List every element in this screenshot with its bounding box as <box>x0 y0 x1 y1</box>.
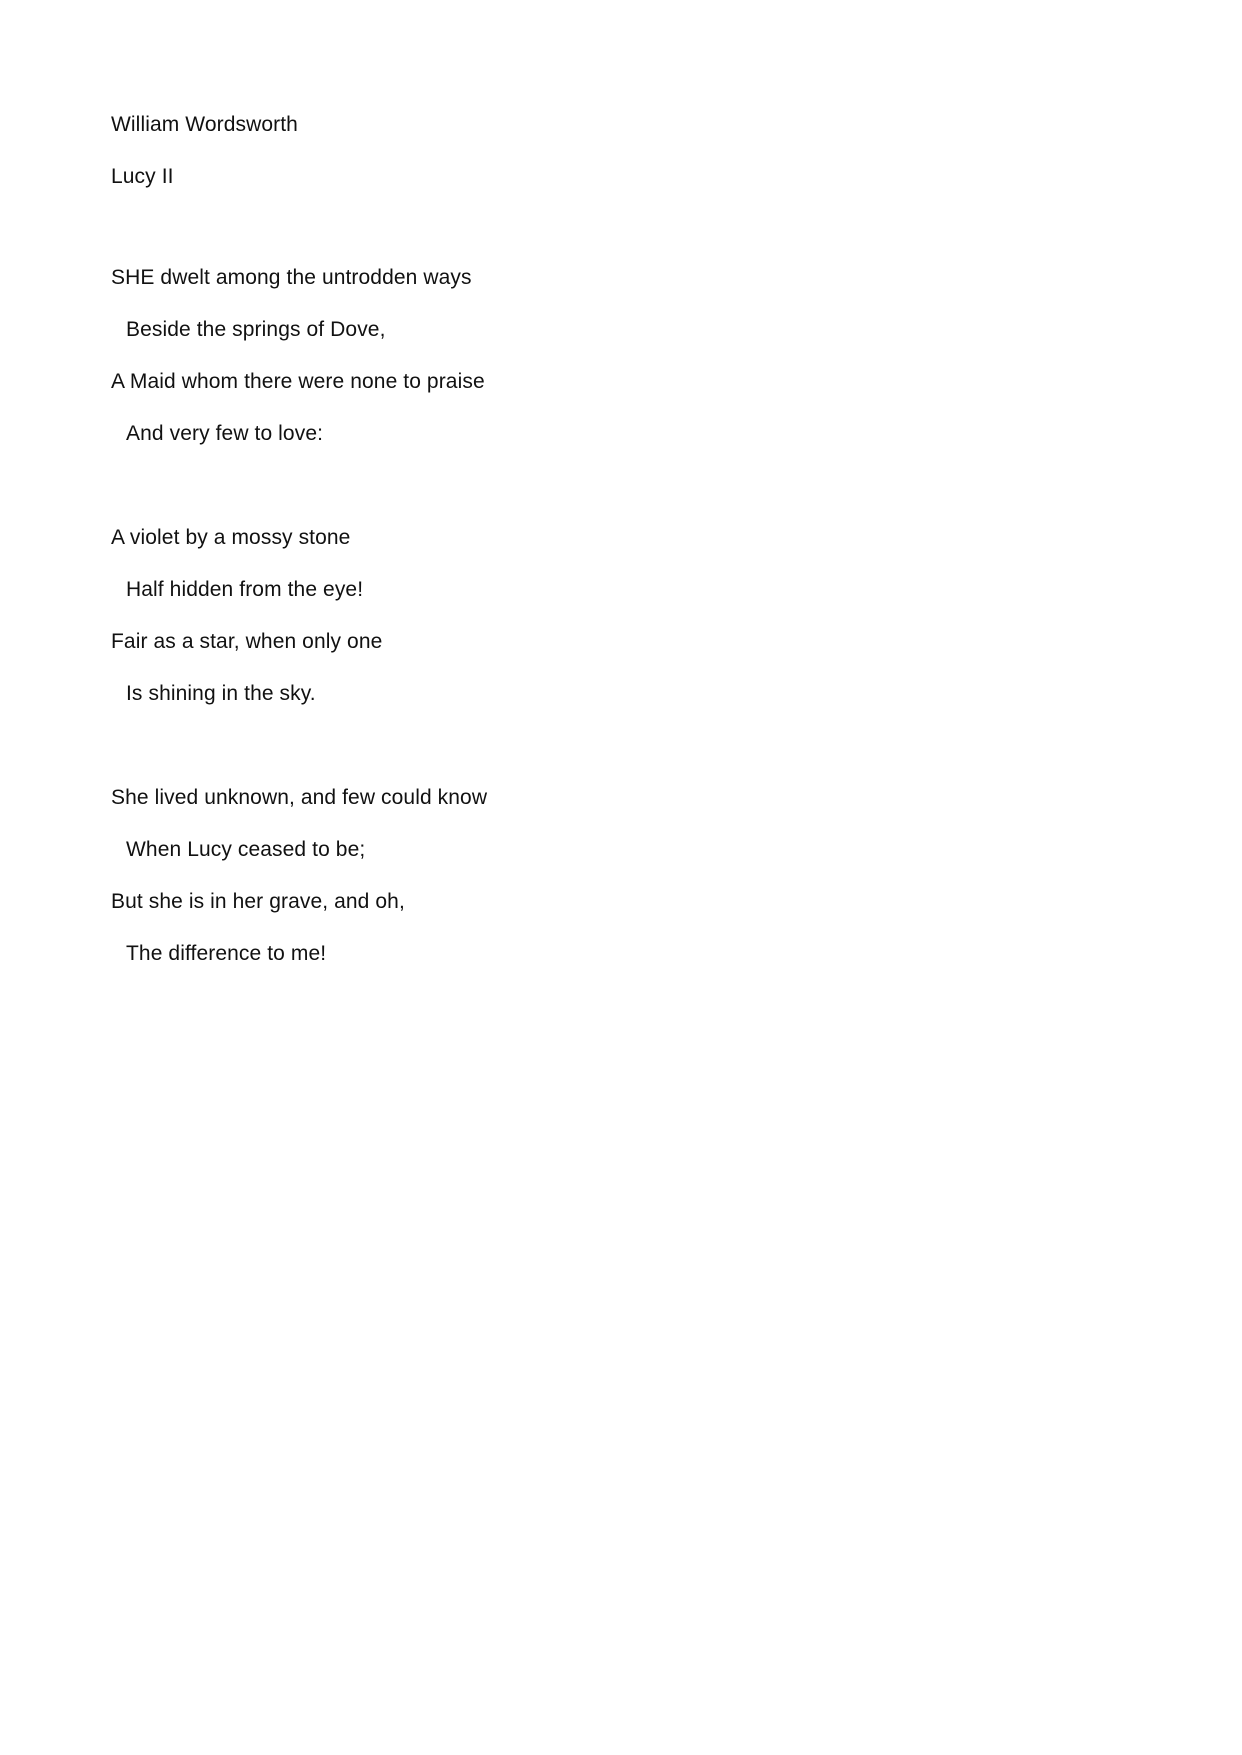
poem-title: Lucy II <box>111 165 174 188</box>
poem-line: Is shining in the sky. <box>126 682 316 705</box>
poem-line: A violet by a mossy stone <box>111 526 351 549</box>
poem-line: When Lucy ceased to be; <box>126 838 366 861</box>
author-name: William Wordsworth <box>111 113 298 136</box>
poem-line: Beside the springs of Dove, <box>126 318 386 341</box>
poem-line: Fair as a star, when only one <box>111 630 383 653</box>
poem-line: SHE dwelt among the untrodden ways <box>111 266 472 289</box>
poem-line: She lived unknown, and few could know <box>111 786 488 809</box>
poem-line: And very few to love: <box>126 422 324 445</box>
poem-line: But she is in her grave, and oh, <box>111 890 405 913</box>
poem-line: A Maid whom there were none to praise <box>111 370 485 393</box>
poem-line: Half hidden from the eye! <box>126 578 364 601</box>
poem-line: The difference to me! <box>126 942 327 965</box>
